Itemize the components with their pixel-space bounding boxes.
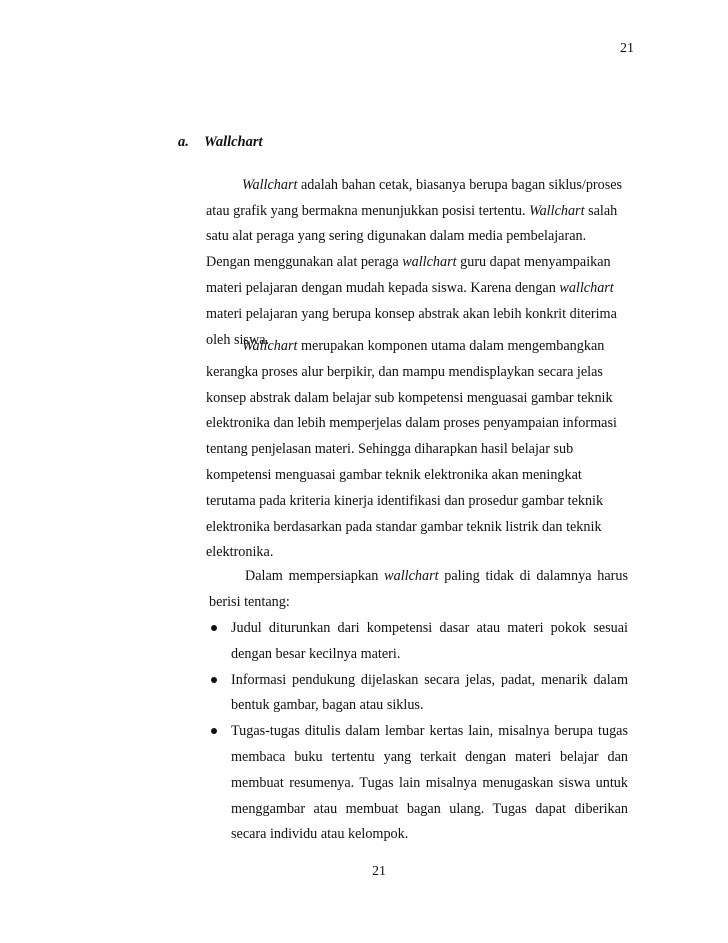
text-line: materi pelajaran yang berupa konsep abstrak akan lebih konkrit diterima bbox=[206, 305, 617, 322]
emphasis: Wallchart bbox=[242, 176, 298, 193]
text-line bbox=[209, 564, 628, 590]
text-line: oleh siswa. bbox=[206, 331, 270, 348]
bullet-icon bbox=[211, 728, 217, 734]
bullet-icon bbox=[211, 625, 217, 631]
text-line: konsep abstrak dalam belajar sub kompetensi menguasai gambar teknik bbox=[206, 389, 613, 406]
text-line bbox=[206, 199, 628, 225]
text-line: satu alat peraga yang sering digunakan dalam media pembelajaran. bbox=[206, 228, 587, 245]
text: merupakan komponen utama dalam mengembangkan bbox=[297, 338, 605, 354]
list-item bbox=[209, 668, 628, 720]
text: paling tidak di dalamnya harus bbox=[438, 568, 629, 584]
paragraph-wallchart-role bbox=[206, 334, 628, 566]
text-line: kerangka proses alur berpikir, dan mampu mendisplaykan secara jelas bbox=[206, 363, 603, 380]
text-line bbox=[206, 334, 628, 360]
text-line: terutama pada kriteria kinerja identifikasi dan prosedur gambar teknik bbox=[206, 492, 604, 509]
text-line: membuat resumenya. Tugas lain misalnya menugaskan siswa untuk bbox=[231, 774, 628, 791]
text-line: elektronika berdasarkan pada standar gambar teknik listrik dan teknik bbox=[206, 518, 602, 535]
text: adalah bahan cetak, biasanya berupa bagan siklus/proses bbox=[297, 176, 623, 193]
section-title: Wallchart bbox=[204, 134, 263, 150]
emphasis: wallchart bbox=[402, 254, 457, 271]
bullet-icon bbox=[211, 677, 217, 683]
text-line: membaca buku tertentu yang terkait dengan materi belajar dan bbox=[231, 748, 628, 765]
list-item bbox=[209, 719, 628, 848]
text: atau grafik yang bermakna menunjukkan posisi tertentu. bbox=[206, 202, 530, 219]
text-line: tentang penjelasan materi. Sehingga diharapkan hasil belajar sub bbox=[206, 441, 574, 458]
emphasis: Wallchart bbox=[242, 338, 298, 354]
text-line: menggambar atau membuat bagan ulang. Tugas dapat diberikan bbox=[231, 800, 628, 817]
emphasis: Wallchart bbox=[529, 202, 585, 219]
paragraph-wallchart-definition bbox=[206, 147, 628, 353]
text-line: secara individu atau kelompok. bbox=[231, 826, 409, 843]
text-line: Tugas-tugas ditulis dalam lembar kertas lain, misalnya berupa tugas bbox=[231, 723, 628, 740]
page-number-bottom: 21 bbox=[372, 864, 386, 879]
text-line: Informasi pendukung dijelaskan secara jelas, padat, menarik dalam bbox=[231, 671, 628, 688]
text-line bbox=[206, 250, 628, 276]
text-line: elektronika dan lebih memperjelas dalam proses penyampaian informasi bbox=[206, 415, 617, 432]
section-letter: a. bbox=[178, 134, 189, 150]
emphasis: wallchart bbox=[559, 279, 614, 296]
text: guru dapat menyampaikan bbox=[456, 254, 611, 271]
text-line: dengan besar kecilnya materi. bbox=[231, 645, 401, 662]
paragraph-wallchart-contents bbox=[209, 564, 628, 616]
text-line: elektronika. bbox=[206, 544, 274, 561]
text-line: berisi tentang: bbox=[209, 593, 290, 610]
emphasis: wallchart bbox=[384, 568, 439, 584]
list-item bbox=[209, 616, 628, 668]
text: materi pelajaran dengan mudah kepada siswa. Karena dengan bbox=[206, 279, 560, 296]
text: Dalam mempersiapkan bbox=[245, 568, 385, 584]
text: Dengan menggunakan alat peraga bbox=[206, 254, 403, 271]
page-number-top: 21 bbox=[620, 41, 634, 56]
text-line bbox=[206, 173, 628, 199]
text-line: bentuk gambar, bagan atau siklus. bbox=[231, 697, 424, 714]
text-line: kompetensi menguasai gambar teknik elektronika akan meningkat bbox=[206, 466, 582, 483]
text-line: Judul diturunkan dari kompetensi dasar atau materi pokok sesuai bbox=[231, 620, 628, 636]
text-line bbox=[206, 276, 628, 302]
text: salah bbox=[584, 202, 618, 219]
bullet-list bbox=[209, 616, 628, 848]
